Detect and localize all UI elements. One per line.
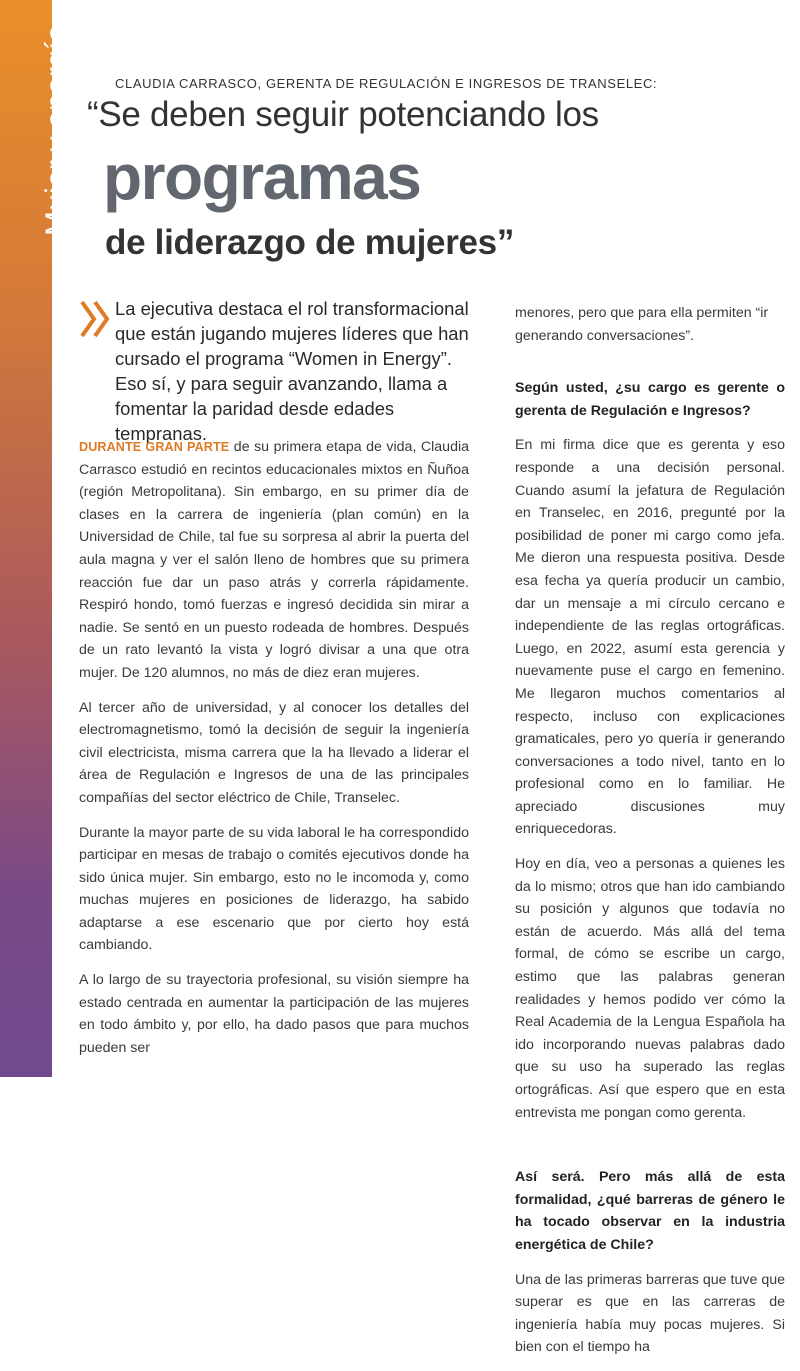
body-paragraph-1-text: de su primera etapa de vida, Claudia Carrasco estudió en recintos educacionales mixtos en Ñuñoa (región Metropolitana). Sin embargo, en su primer día de clases en la carrera de ingeniería (plan común) en la Universidad de Chile, tal fue su sorpresa al abrir la puerta del aula magna y ver el salón lleno de hombres que su primera reacción fue dar un paso atrás y correrla rápidamente. Respiró hondo, tomó fuerzas e ingresó decidida sin mirar a nadie. Se sentó en un puesto rodeada de hombres. Después de un rato levantó la vista y logró divisar a una que otra mujer. De 120 alumnos, no más de diez eran mujeres. <box>79 439 470 681</box>
answer-2: Una de las primeras barreras que tuve que superar es que en las carreras de ingeniería había muy pocas mujeres. Si bien con el tiempo ha <box>515 1271 785 1356</box>
answer-1: En mi firma dice que es gerenta y eso responde a una decisión personal. Cuando asumí la jefatura de Regulación en Transelec, en 2016, pregunté por la posibilidad de poner mi cargo como jefa. Me dieron una respuesta positiva. Desde esa fecha ya quería producir un cambio, dar un mensaje a mi círculo cercano e independiente de las reglas ortográficas. Luego, en 2022, asumí esta gerencia y nuevamente puse el cargo en femenino. Me llegaron muchos comentarios al respecto, incluso con explicaciones gramaticales, pero yo quería ir generando conversaciones a todo nivel, tanto en lo profesional como en lo familiar. He apreciado discusiones muy enriquecedoras. <box>515 437 785 838</box>
title-line-3: de liderazgo de mujeres” <box>105 223 515 262</box>
left-column <box>79 436 469 1071</box>
title-line-1: “Se deben seguir potenciando los <box>87 95 599 134</box>
body-paragraph-4: A lo largo de su trayectoria profesional, su visión siempre ha estado centrada en aumentar la participación de las mujeres en todo ámbito y, por ello, ha dado pasos que para muchos pueden ser <box>79 972 469 1056</box>
question-1: Según usted, ¿su cargo es gerente o gerenta de Regulación e Ingresos? <box>515 380 785 419</box>
body-paragraph-3: Durante la mayor parte de su vida laboral le ha correspondido participar en mesas de trabajo o comités ejecutivos donde ha sido única mujer. Sin embargo, esto no le incomoda y, como muchas mujeres en posiciones de liderazgo, ha sabido adaptarse a ese escenario que por cierto hoy está cambiando. <box>79 824 469 954</box>
title-line-2: programas <box>103 141 421 213</box>
section-label <box>4 8 73 248</box>
continued-paragraph: menores, pero que para ella permiten “ir generando conversaciones”. <box>515 305 769 344</box>
answer-1-continued: Hoy en día, veo a personas a quienes les da lo mismo; otros que han ido cambiando su posición y algunos que todavía no están de acuerdo. Más allá del tema formal, de cómo se escribe un cargo, estimo que las palabras generan realidades y hemos podido ver cómo la Real Academia de la Lengua Española ha ido incorporando nuevas palabras dado que su uso ha superado las reglas ortográficas. Así que espero que en esta entrevista me pongan como gerenta. <box>515 856 785 1121</box>
right-column <box>515 302 785 1371</box>
body-paragraph-2: Al tercer año de universidad, y al conocer los detalles del electromagnetismo, tomó la decisión de seguir la ingeniería civil electricista, misma carrera que la ha llevado a liderar el área de Regulación e Ingresos de una de las principales compañías del sector eléctrico de Chile, Transelec. <box>79 699 469 806</box>
lede-caps: DURANTE GRAN PARTE <box>79 440 230 454</box>
kicker: CLAUDIA CARRASCO, GERENTA DE REGULACIÓN E INGRESOS DE TRANSELEC: <box>115 76 658 91</box>
question-2: Así será. Pero más allá de esta formalidad, ¿qué barreras de género le ha tocado observar en la industria energética de Chile? <box>515 1169 785 1253</box>
section-label-text: Mujer y energía <box>40 24 73 236</box>
lead-paragraph: La ejecutiva destaca el rol transformacional que están jugando mujeres líderes que han cursado el programa “Women in Energy”. Eso sí, y para seguir avanzando, llama a fomentar la paridad desde edades tempranas. <box>115 298 469 444</box>
quote-chevron-icon <box>78 298 114 340</box>
body-paragraph-1 <box>79 436 469 685</box>
